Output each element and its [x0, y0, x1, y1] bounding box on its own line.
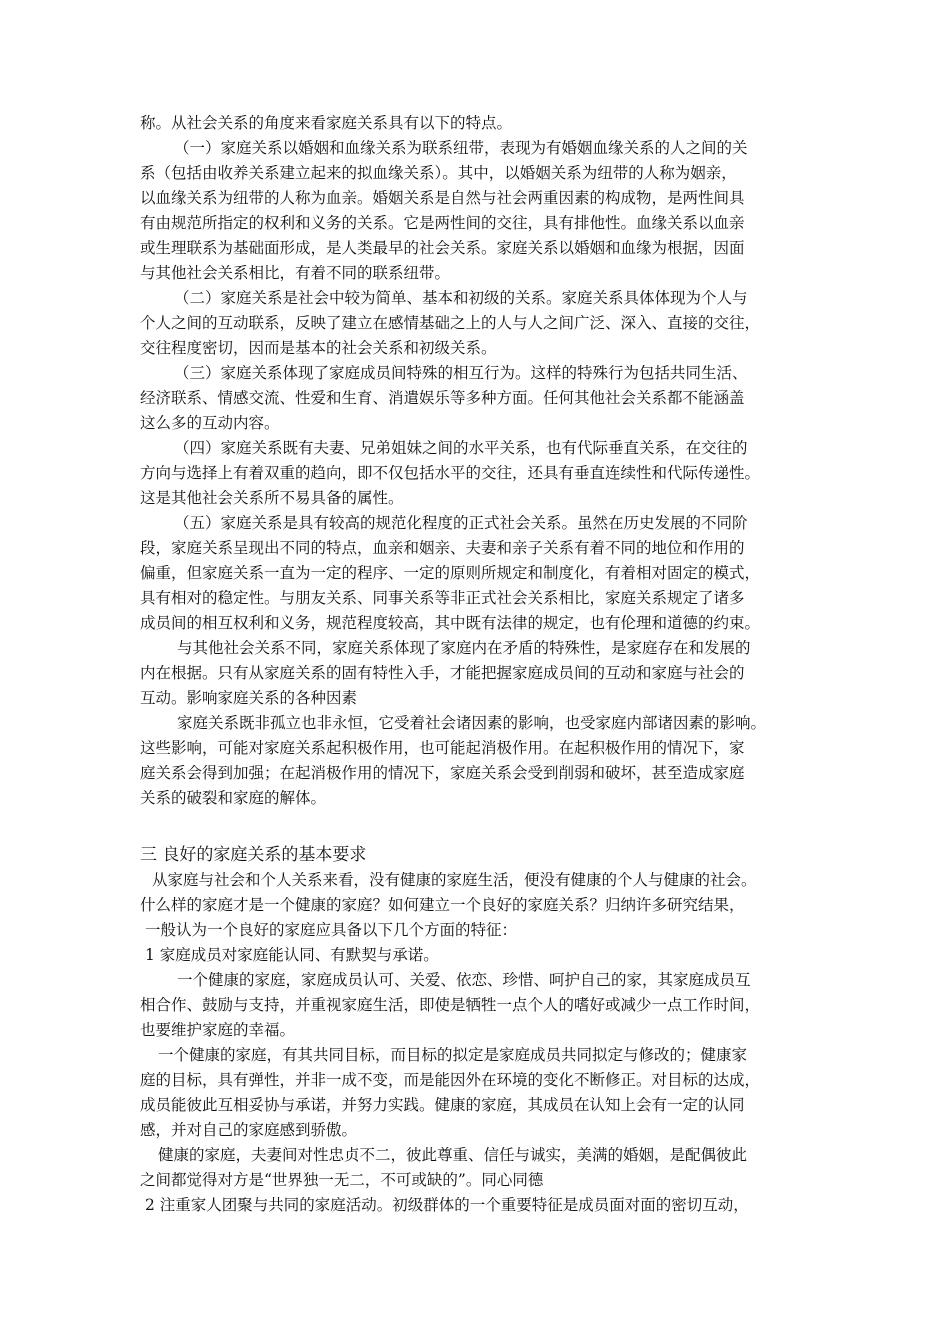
paragraph-line: 之间都觉得对方是“世界独一无二，不可或缺的”。同心同德: [140, 1171, 544, 1189]
paragraph-line: 家庭关系既非孤立也非永恒，它受着社会诸因素的影响，也受家庭内部诸因素的影响。: [177, 714, 767, 732]
paragraph-line: 一个健康的家庭，有其共同目标，而目标的拟定是家庭成员共同拟定与修改的；健康家: [158, 1046, 748, 1064]
list-item: 2 注重家人团聚与共同的家庭活动。初级群体的一个重要特征是成员面对面的密切互动，: [145, 1196, 749, 1214]
paragraph-line: 与其他社会关系不同，家庭关系体现了家庭内在矛盾的特殊性，是家庭存在和发展的: [177, 639, 751, 657]
paragraph-line: 感，并对自己的家庭感到骄傲。: [140, 1121, 358, 1139]
paragraph-line: 内在根据。只有从家庭关系的固有特性入手，才能把握家庭成员间的互动和家庭与社会的: [140, 664, 745, 682]
section-family-relations-body: [140, 111, 825, 811]
paragraph-line: 这些影响，可能对家庭关系起积极作用，也可能起消极作用。在起积极作用的情况下，家: [140, 739, 745, 757]
paragraph-line: 段，家庭关系呈现出不同的特点，血亲和姻亲、夫妻和亲子关系有着不同的地位和作用的: [140, 539, 745, 557]
paragraph-line: （二）家庭关系是社会中较为简单、基本和初级的关系。家庭关系具体体现为个人与: [174, 289, 748, 307]
paragraph-line: 偏重，但家庭关系一直为一定的程序、一定的原则所规定和制度化，有着相对固定的模式，: [140, 564, 761, 582]
paragraph-line: 一般认为一个良好的家庭应具备以下几个方面的特征：: [145, 921, 518, 939]
paragraph-line: 成员间的相互权利和义务，规范程度较高，其中既有法律的规定，也有伦理和道德的约束。: [140, 614, 761, 632]
paragraph-line: 以血缘关系为纽带的人称为血亲。婚姻关系是自然与社会两重因素的构成物，是两性间具: [140, 189, 745, 207]
paragraph-line: （五）家庭关系是具有较高的规范化程度的正式社会关系。虽然在历史发展的不同阶: [174, 514, 748, 532]
paragraph-line: 也要维护家庭的幸福。: [140, 1021, 296, 1039]
paragraph-line: 成员能彼此互相妥协与承诺，并努力实践。健康的家庭，其成员在认知上会有一定的认同: [140, 1096, 745, 1114]
paragraph-line: 健康的家庭，夫妻间对性忠贞不二，彼此尊重、信任与诚实，美满的婚姻，是配偶彼此: [158, 1146, 748, 1164]
paragraph-line: 从家庭与社会和个人关系来看，没有健康的家庭生活，便没有健康的个人与健康的社会。: [152, 871, 757, 889]
paragraph-line: 有由规范所指定的权利和义务的关系。它是两性间的交往，具有排他性。血缘关系以血亲: [140, 214, 745, 232]
paragraph-line: 这是其他社会关系所不易具备的属性。: [140, 489, 404, 507]
paragraph-line: 称。从社会关系的角度来看家庭关系具有以下的特点。: [140, 114, 513, 132]
paragraph-line: 相合作、鼓励与支持，并重视家庭生活，即使是牺牲一点个人的嗜好或减少一点工作时间，: [140, 996, 761, 1014]
paragraph-line: （一）家庭关系以婚姻和血缘关系为联系纽带，表现为有婚姻血缘关系的人之间的关: [174, 139, 748, 157]
paragraph-line: 经济联系、情感交流、性爱和生育、消遣娱乐等多种方面。任何其他社会关系都不能涵盖: [140, 389, 745, 407]
paragraph-line: 系（包括由收养关系建立起来的拟血缘关系）。其中，以婚姻关系为纽带的人称为姻亲，: [140, 164, 737, 182]
paragraph-line: 庭的目标，具有弹性，并非一成不变，而是能因外在环境的变化不断修正。对目标的达成，: [140, 1071, 761, 1089]
document-page: [140, 111, 825, 1218]
paragraph-line: 这么多的互动内容。: [140, 414, 280, 432]
paragraph-line: 关系的破裂和家庭的解体。: [140, 789, 327, 807]
paragraph-line: 一个健康的家庭，家庭成员认可、关爱、依恋、珍惜、呵护自己的家，其家庭成员互: [177, 971, 751, 989]
paragraph-line: （四）家庭关系既有夫妻、兄弟姐妹之间的水平关系，也有代际垂直关系，在交往的: [174, 439, 748, 457]
paragraph-line: 或生理联系为基础面形成，是人类最早的社会关系。家庭关系以婚姻和血缘为根据，因面: [140, 239, 745, 257]
section-heading: 三 良好的家庭关系的基本要求: [140, 845, 367, 865]
paragraph-line: 什么样的家庭才是一个健康的家庭？如何建立一个良好的家庭关系？归纳许多研究结果，: [140, 896, 745, 914]
paragraph-line: 交往程度密切，因而是基本的社会关系和初级关系。: [140, 339, 497, 357]
paragraph-gap: [140, 811, 825, 836]
section-good-family-body: [140, 868, 825, 1218]
paragraph-line: 互动。影响家庭关系的各种因素: [140, 689, 358, 707]
paragraph-line: 方向与选择上有着双重的趋向，即不仅包括水平的交往，还具有垂直连续性和代际传递性。: [140, 464, 761, 482]
paragraph-line: 个人之间的互动联系，反映了建立在感情基础之上的人与人之间广泛、深入、直接的交往，: [140, 314, 761, 332]
paragraph-line: 具有相对的稳定性。与朋友关系、同事关系等非正式社会关系相比，家庭关系规定了诸多: [140, 589, 745, 607]
list-item: 1 家庭成员对家庭能认同、有默契与承诺。: [145, 946, 439, 964]
paragraph-line: 与其他社会关系相比，有着不同的联系纽带。: [140, 264, 451, 282]
paragraph-line: 庭关系会得到加强；在起消极作用的情况下，家庭关系会受到削弱和破坏，甚至造成家庭: [140, 764, 745, 782]
paragraph-line: （三）家庭关系体现了家庭成员间特殊的相互行为。这样的特殊行为包括共同生活、: [174, 364, 748, 382]
